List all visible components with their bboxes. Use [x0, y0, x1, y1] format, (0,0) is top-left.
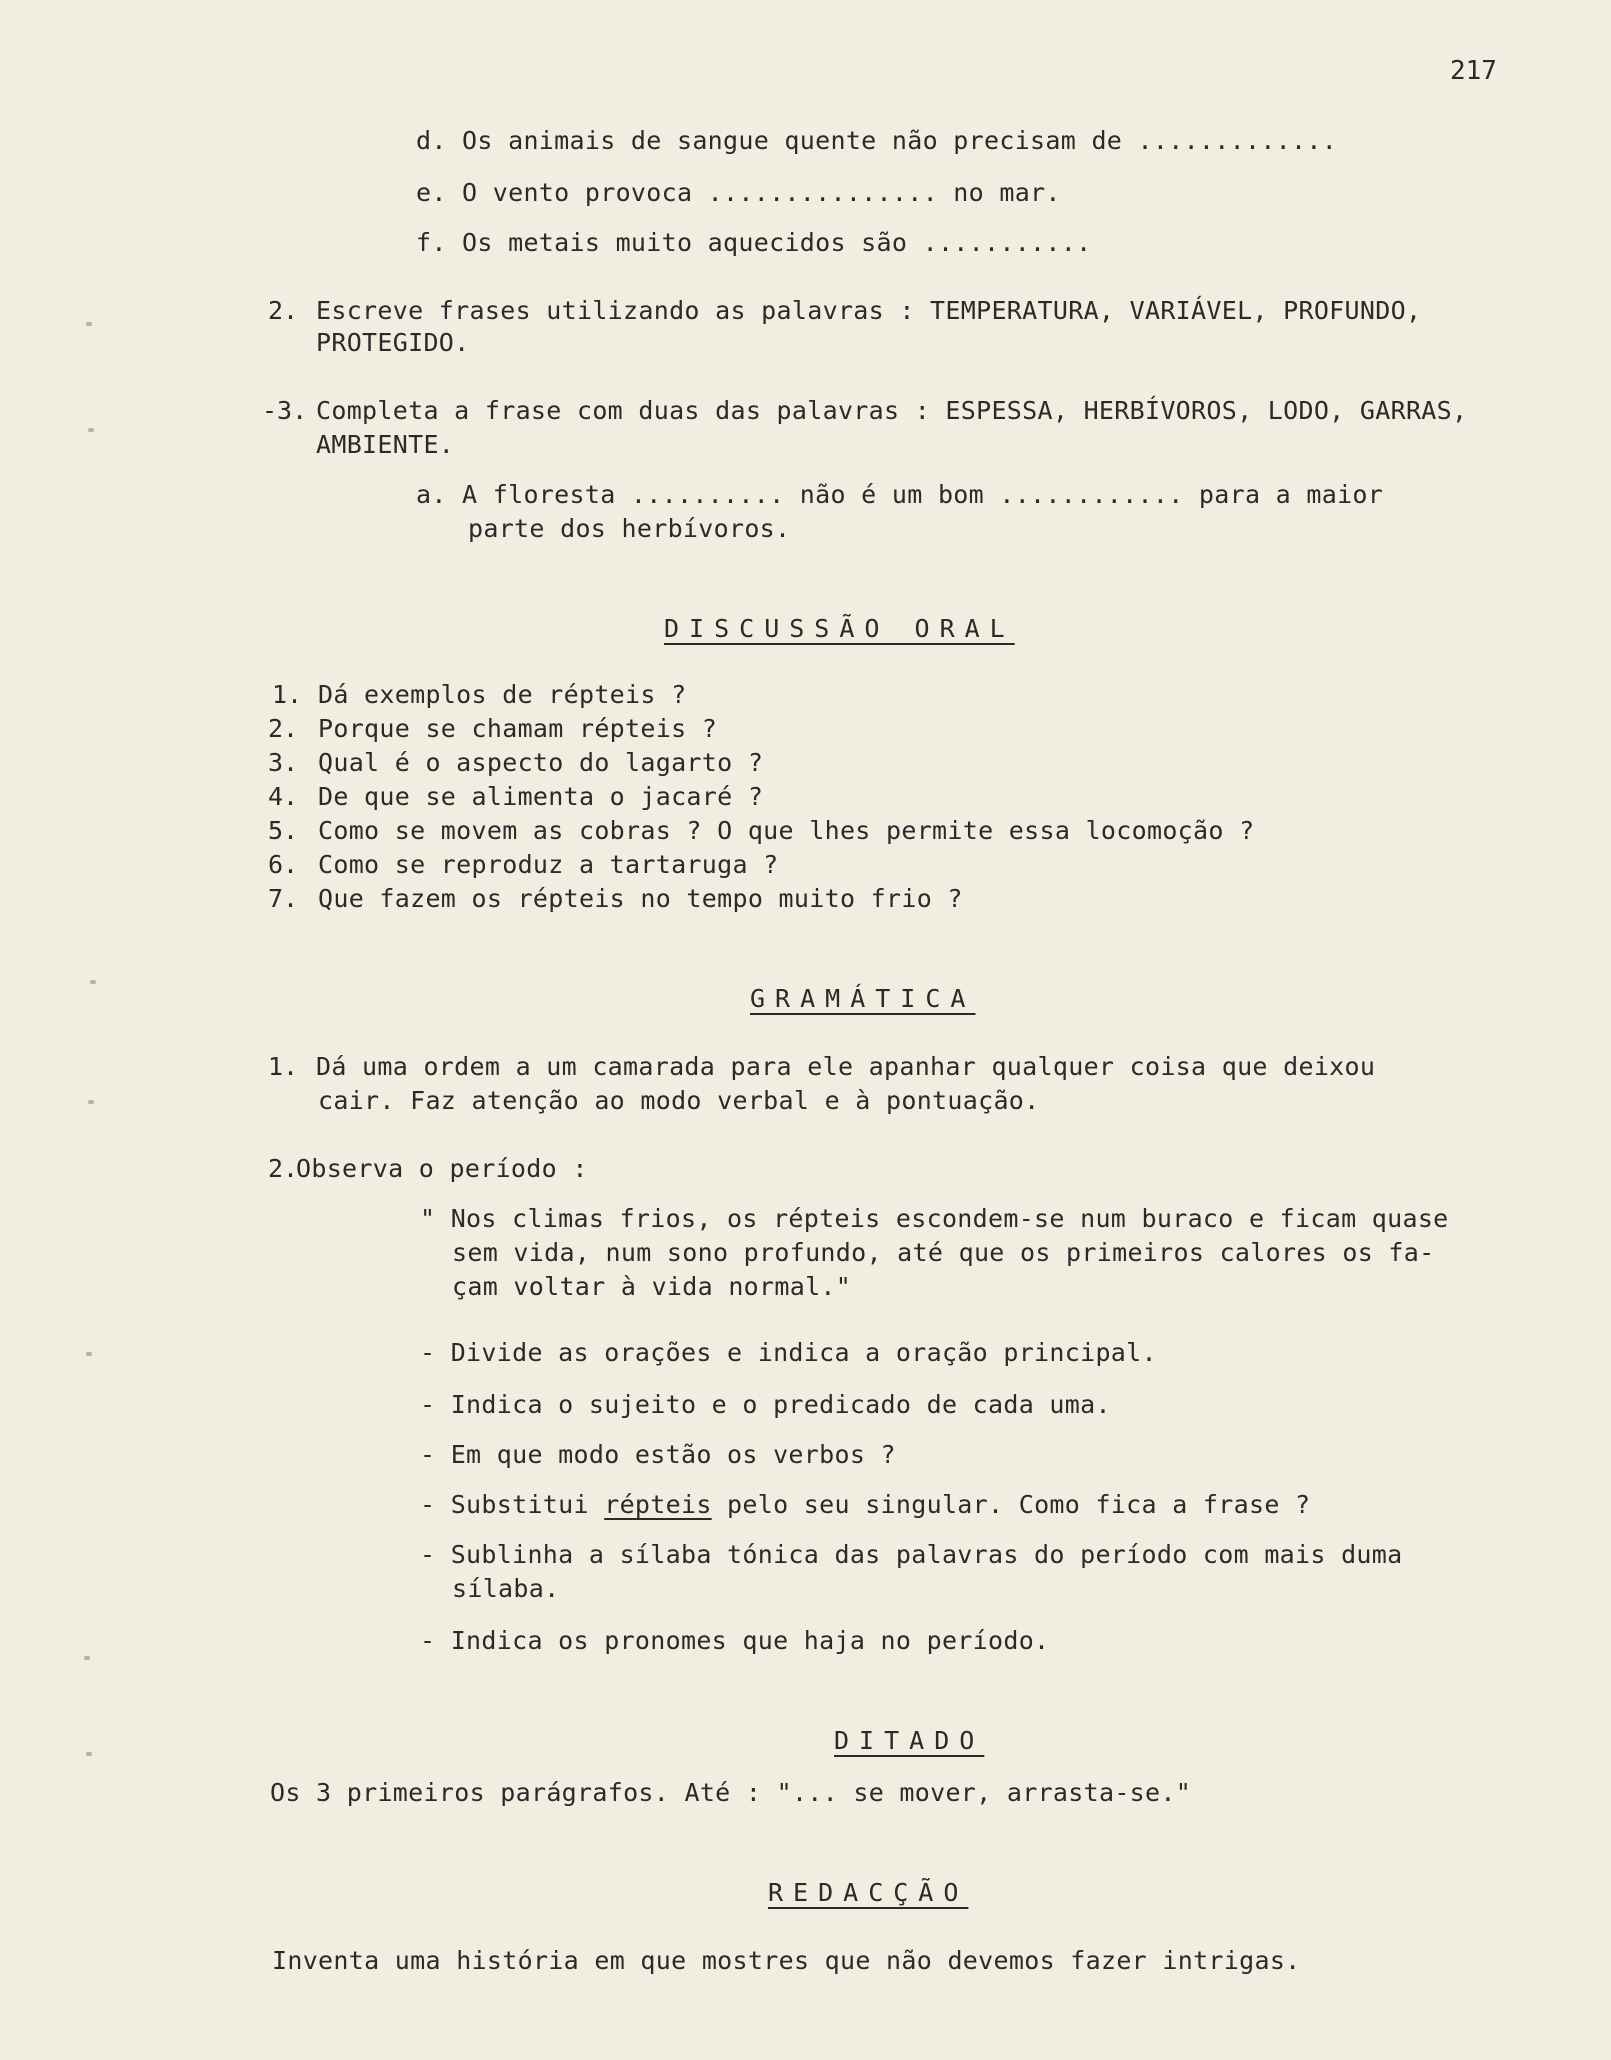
- exercise-1f: f. Os metais muito aquecidos são ...........: [416, 228, 1092, 257]
- list-item: Dá exemplos de répteis ?: [318, 680, 687, 709]
- gramatica-item-1-line1: Dá uma ordem a um camarada para ele apanhar qualquer coisa que deixou: [316, 1052, 1376, 1081]
- exercise-3-number: -3.: [262, 396, 308, 425]
- gramatica-item-2-text: Observa o período :: [296, 1154, 588, 1183]
- redaccao-text: Inventa uma história em que mostres que não devemos fazer intrigas.: [272, 1946, 1301, 1975]
- task-2: - Indica o sujeito e o predicado de cada uma.: [420, 1390, 1111, 1419]
- margin-mark: [88, 428, 94, 432]
- margin-mark: [84, 1656, 90, 1660]
- list-item-number: 1.: [272, 680, 303, 709]
- list-item-number: 5.: [268, 816, 299, 845]
- task-1: - Divide as orações e indica a oração principal.: [420, 1338, 1157, 1367]
- exercise-1d: d. Os animais de sangue quente não precisam de .............: [416, 126, 1338, 155]
- exercise-2-line2: PROTEGIDO.: [316, 328, 470, 357]
- gramatica-item-2-number: 2.: [268, 1154, 299, 1183]
- list-item: Porque se chamam répteis ?: [318, 714, 718, 743]
- exercise-3-line2: AMBIENTE.: [316, 430, 455, 459]
- exercise-3-line1: Completa a frase com duas das palavras : ESPESSA, HERBÍVOROS, LODO, GARRAS,: [316, 396, 1468, 425]
- gramatica-item-1-line2: cair. Faz atenção ao modo verbal e à pontuação.: [318, 1086, 1040, 1115]
- task-5-line1: - Sublinha a sílaba tónica das palavras do período com mais duma: [420, 1540, 1403, 1569]
- ditado-text: Os 3 primeiros parágrafos. Até : "... se mover, arrasta-se.": [270, 1778, 1192, 1807]
- list-item-number: 4.: [268, 782, 299, 811]
- quote-line3: çam voltar à vida normal.": [452, 1272, 852, 1301]
- margin-mark: [90, 980, 96, 984]
- task-6: - Indica os pronomes que haja no período.: [420, 1626, 1050, 1655]
- task-4: [420, 1488, 1310, 1522]
- quote-line1: " Nos climas frios, os répteis escondem-se num buraco e ficam quase: [420, 1204, 1449, 1233]
- gramatica-item-1-number: 1.: [268, 1052, 299, 1081]
- page-number: 217: [1450, 56, 1497, 86]
- exercise-3a-line1: a. A floresta .......... não é um bom ............ para a maior: [416, 480, 1384, 509]
- list-item: Que fazem os répteis no tempo muito frio ?: [318, 884, 963, 913]
- exercise-1e: e. O vento provoca ............... no mar.: [416, 178, 1061, 207]
- heading-ditado: DITADO: [834, 1726, 985, 1755]
- list-item-number: 6.: [268, 850, 299, 879]
- list-item: Como se movem as cobras ? O que lhes permite essa locomoção ?: [318, 816, 1255, 845]
- task-5-line2: sílaba.: [452, 1574, 560, 1603]
- exercise-3a-line2: parte dos herbívoros.: [468, 514, 791, 543]
- list-item: De que se alimenta o jacaré ?: [318, 782, 764, 811]
- task-4-pre: - Substitui: [420, 1490, 605, 1519]
- list-item: Como se reproduz a tartaruga ?: [318, 850, 779, 879]
- list-item: Qual é o aspecto do lagarto ?: [318, 748, 764, 777]
- heading-discussao-oral: DISCUSSÃO ORAL: [664, 614, 1015, 643]
- underlined-word: répteis: [604, 1490, 712, 1519]
- list-item-number: 7.: [268, 884, 299, 913]
- margin-mark: [88, 1100, 94, 1104]
- exercise-2-line1: Escreve frases utilizando as palavras : TEMPERATURA, VARIÁVEL, PROFUNDO,: [316, 296, 1422, 325]
- quote-line2: sem vida, num sono profundo, até que os primeiros calores os fa-: [452, 1238, 1435, 1267]
- task-3: - Em que modo estão os verbos ?: [420, 1440, 896, 1469]
- heading-gramatica: GRAMÁTICA: [750, 984, 976, 1013]
- margin-mark: [86, 1752, 92, 1756]
- margin-mark: [86, 322, 92, 326]
- margin-mark: [86, 1352, 92, 1356]
- list-item-number: 3.: [268, 748, 299, 777]
- heading-redaccao: REDACÇÃO: [768, 1878, 969, 1907]
- list-item-number: 2.: [268, 714, 299, 743]
- task-4-post: pelo seu singular. Como fica a frase ?: [711, 1490, 1311, 1519]
- exercise-2-number: 2.: [268, 296, 299, 325]
